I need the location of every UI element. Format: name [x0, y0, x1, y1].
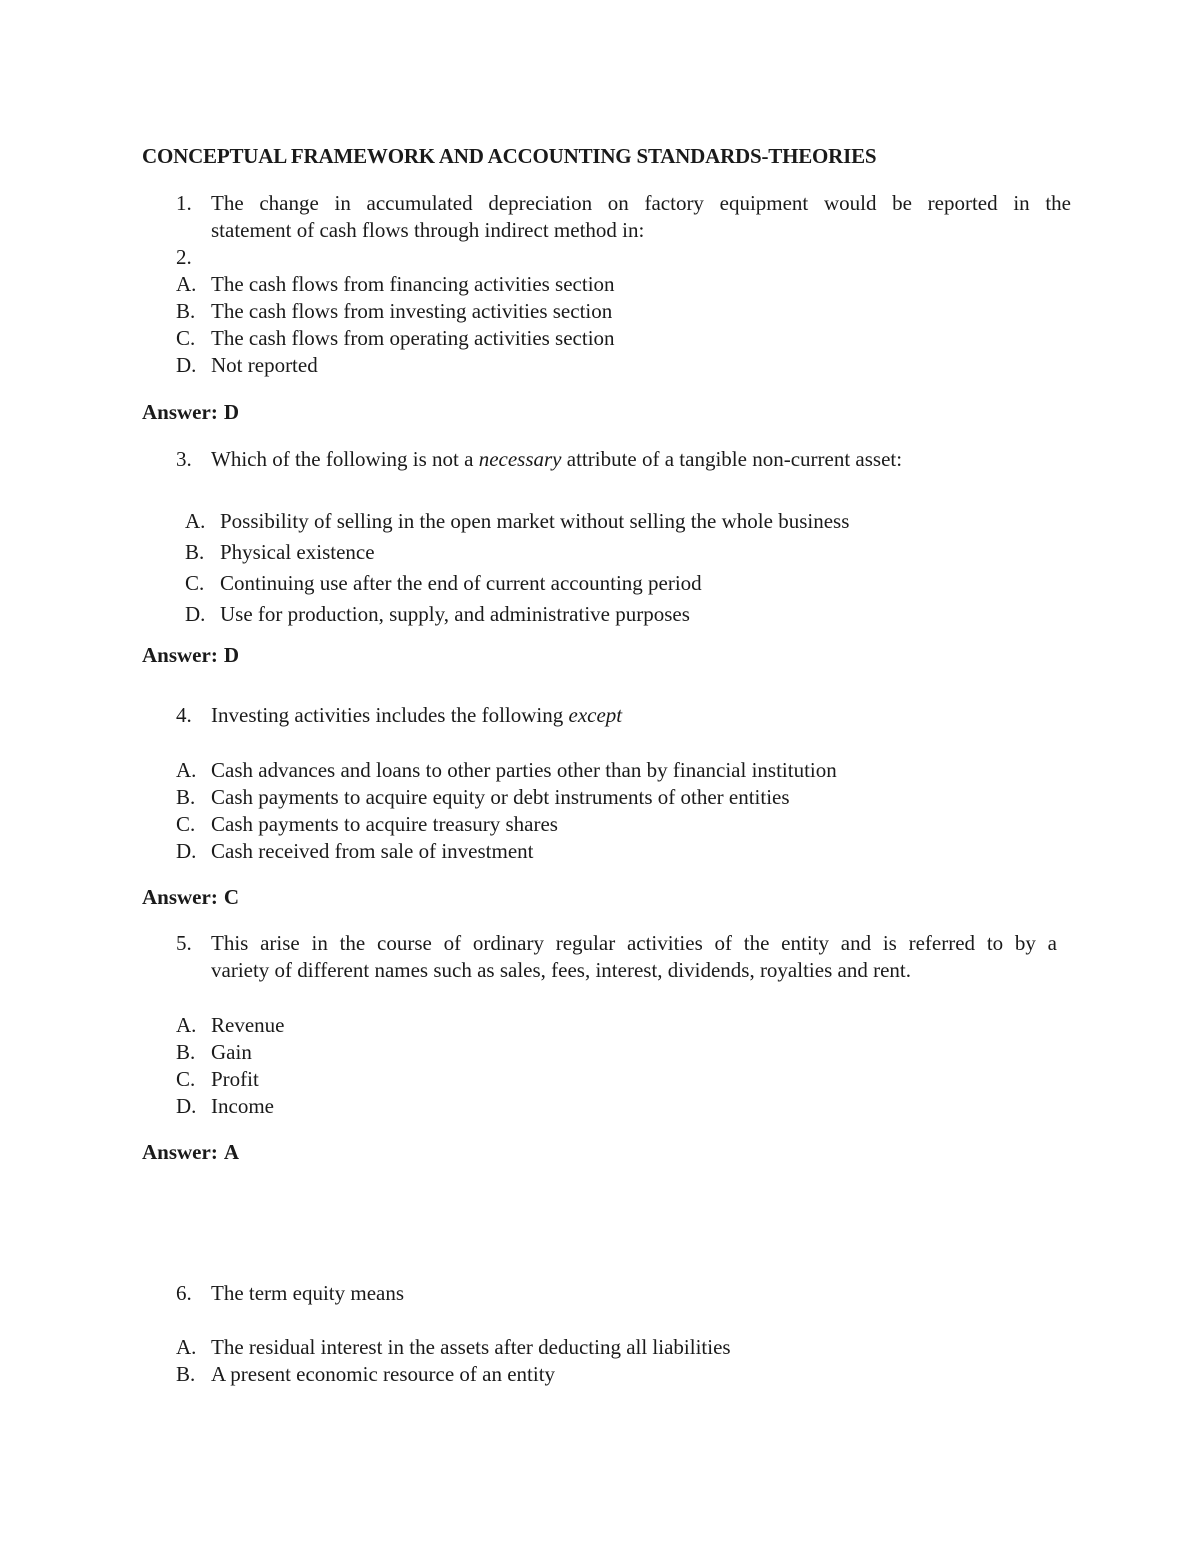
- option-marker: D.: [176, 839, 197, 863]
- option-marker: B.: [185, 540, 205, 564]
- option-text: Cash payments to acquire treasury shares: [211, 812, 558, 836]
- option-marker: C.: [176, 1067, 196, 1091]
- question-2-number: 2.: [176, 245, 192, 269]
- option-marker: A.: [176, 1013, 197, 1037]
- option-marker: A.: [185, 509, 206, 533]
- option-marker: D.: [176, 353, 197, 377]
- option-text: Continuing use after the end of current accounting period: [220, 571, 702, 595]
- option-marker: D.: [176, 1094, 197, 1118]
- question-5-line-1: This arise in the course of ordinary regular activities of the entity and is referred to by a: [211, 931, 1057, 955]
- option-text: Gain: [211, 1040, 252, 1064]
- option-marker: B.: [176, 1040, 196, 1064]
- option-marker: D.: [185, 602, 206, 626]
- option-text: The residual interest in the assets after deducting all liabilities: [211, 1335, 731, 1359]
- option-text: The cash flows from investing activities section: [211, 299, 613, 323]
- option-marker: B.: [176, 299, 196, 323]
- answer-5: [142, 1140, 239, 1165]
- option-text: Not reported: [211, 353, 318, 377]
- question-5-number: 5.: [176, 931, 192, 955]
- answer-1: [142, 400, 239, 425]
- question-5-text: [211, 930, 1057, 984]
- option-marker: A.: [176, 272, 197, 296]
- question-3-text-start: Which of the following is not a: [211, 447, 479, 471]
- option-marker: A.: [176, 1335, 197, 1359]
- answer-4: [142, 885, 239, 910]
- option-text: Possibility of selling in the open market without selling the whole business: [220, 509, 850, 533]
- question-1-line-2: statement of cash flows through indirect method in:: [211, 218, 645, 242]
- answer-label: Answer:: [142, 400, 218, 424]
- option-text: A present economic resource of an entity: [211, 1362, 556, 1386]
- answer-value: D: [223, 643, 239, 667]
- option-text: Physical existence: [220, 540, 375, 564]
- question-6-text: The term equity means: [211, 1281, 405, 1305]
- option-text: Cash advances and loans to other parties other than by financial institution: [211, 758, 837, 782]
- option-text: Income: [211, 1094, 274, 1118]
- option-marker: A.: [176, 758, 197, 782]
- answer-3: [142, 643, 239, 668]
- answer-label: Answer:: [142, 1140, 218, 1164]
- question-6-number: 6.: [176, 1281, 192, 1305]
- question-1-text: [211, 190, 1071, 244]
- answer-label: Answer:: [142, 643, 218, 667]
- question-4-text-start: Investing activities includes the following: [211, 703, 569, 727]
- option-text: The cash flows from operating activities section: [211, 326, 615, 350]
- answer-value: D: [223, 400, 239, 424]
- option-marker: C.: [185, 571, 205, 595]
- question-4-text: [211, 702, 622, 729]
- option-text: Revenue: [211, 1013, 285, 1037]
- option-text: Cash payments to acquire equity or debt instruments of other entities: [211, 785, 790, 809]
- question-1-line-1: The change in accumulated depreciation on factory equipment would be reported in the: [211, 191, 1071, 215]
- answer-value: A: [223, 1140, 239, 1164]
- question-3-text: [211, 446, 902, 473]
- question-4-number: 4.: [176, 703, 192, 727]
- question-5-line-2: variety of different names such as sales, fees, interest, dividends, royalties and rent.: [211, 958, 911, 982]
- option-marker: C.: [176, 326, 196, 350]
- option-marker: B.: [176, 1362, 196, 1386]
- question-3-emphasis: necessary: [478, 447, 562, 471]
- question-4-emphasis: except: [568, 703, 623, 727]
- question-3-number: 3.: [176, 447, 192, 471]
- option-text: Profit: [211, 1067, 259, 1091]
- answer-label: Answer:: [142, 885, 218, 909]
- option-text: The cash flows from financing activities section: [211, 272, 615, 296]
- answer-value: C: [223, 885, 239, 909]
- option-text: Use for production, supply, and administrative purposes: [220, 602, 690, 626]
- question-3-text-end: attribute of a tangible non-current asset:: [561, 447, 903, 471]
- option-text: Cash received from sale of investment: [211, 839, 534, 863]
- document-title: CONCEPTUAL FRAMEWORK AND ACCOUNTING STANDARDS-THEORIES: [142, 144, 877, 168]
- option-marker: B.: [176, 785, 196, 809]
- option-marker: C.: [176, 812, 196, 836]
- question-1-number: 1.: [176, 191, 192, 215]
